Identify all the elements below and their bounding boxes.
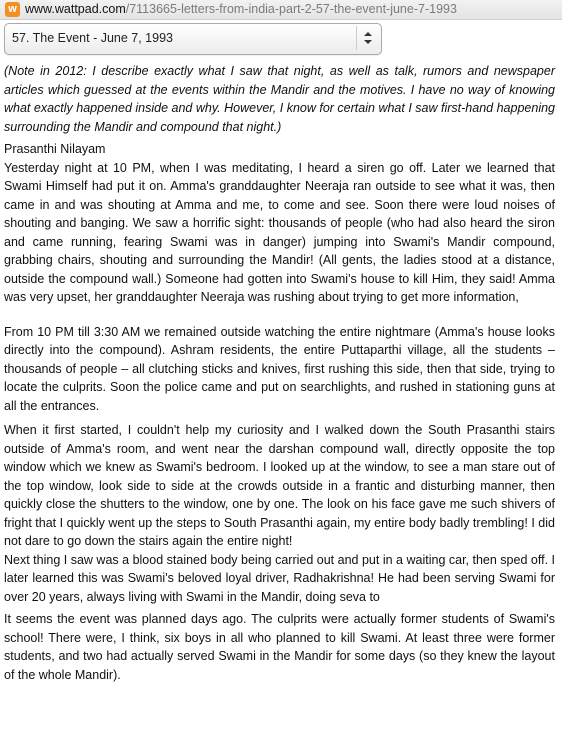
paragraph-3: When it first started, I couldn't help my curiosity and I walked down the South Prasanthi stairs outside of Amma's room, and went near the darshan compound wall, directly opposite the top window which we knew as Swami's bedroom. I looked up at the window, to see a man stare out of the top window, look side to side at the crowds outside in a frantic and disturbing manner, then quickly close the shutters to the window, one by one. The look on his face gave me such shivers of fright that I quickly went up the steps to South Prasanthi again, my entire body badly trembling! I did not dare to go down the stairs again the entire night! [4, 423, 555, 548]
paragraph-2: From 10 PM till 3:30 AM we remained outside watching the entire nightmare (Amma's house looks directly into the compound). Ashram residents, the entire Puttaparthi village, all the students – thousands of people – all clutching sticks and knives, first rushing this side, then that side, trying to locate the culprits. Soon the police came and put on searchlights, and rushed in stationing guns at all the entrances. [4, 324, 555, 413]
url-domain: www.wattpad.com [25, 2, 126, 16]
wattpad-favicon-icon: w [5, 2, 20, 17]
paragraph-5: It seems the event was planned days ago. The culprits were actually former students of Swami's school! There were, I think, six boys in all who planned to kill Swami. At least three were former students, and two had actually served Swami in the Mandir for some days (so they knew the layout of the whole Mandir). [4, 612, 555, 682]
location-heading: Prasanthi Nilayam [4, 142, 106, 156]
paragraph-1: Yesterday night at 10 PM, when I was meditating, I heard a siren go off. Later we learned that Swami Himself had put it on. Amma's granddaughter Neeraja ran outside to see what it was, then came in and was shouting at Amma and me, to come and see. Soon there were loud noises of shouting and banging. We saw a horrific sight: thousands of people (who had also heard the siron and came running, fearing Swami was in danger) jumping into Swami's Mandir compound, grabbing chairs, shouting and surrounding the Mandir! (All gents, the ladies stood at a distance, outside the compound wall.) Someone had gotten into Swami's house to kill Him, they said! Amma was very upset, her granddaughter Neeraja was rushing about trying to get more information, [4, 160, 555, 304]
chapter-content [4, 62, 555, 684]
chapter-select[interactable] [4, 23, 382, 55]
select-arrows-icon[interactable] [356, 26, 379, 50]
url-path: /7113665-letters-from-india-part-2-57-the-event-june-7-1993 [125, 2, 457, 16]
paragraph-4: Next thing I saw was a blood stained body being carried out and put in a waiting car, then sped off. I later learned this was Swami's beloved loyal driver, Radhakrishna! He had been serving Swami for over 20 years, always living with Swami in the Mandir, doing seva to [4, 552, 555, 604]
url-text[interactable] [25, 2, 457, 16]
chapter-select-value: 57. The Event - June 7, 1993 [12, 31, 173, 45]
address-bar[interactable] [0, 0, 562, 20]
author-note: (Note in 2012: I describe exactly what I saw that night, as well as talk, rumors and newspaper articles which guessed at the events within the Mandir and the motives. I have no way of knowing what exactly happened inside and why. However, I know for certain what I saw first-hand happening surrounding the Mandir and compound that night.) [4, 64, 555, 134]
